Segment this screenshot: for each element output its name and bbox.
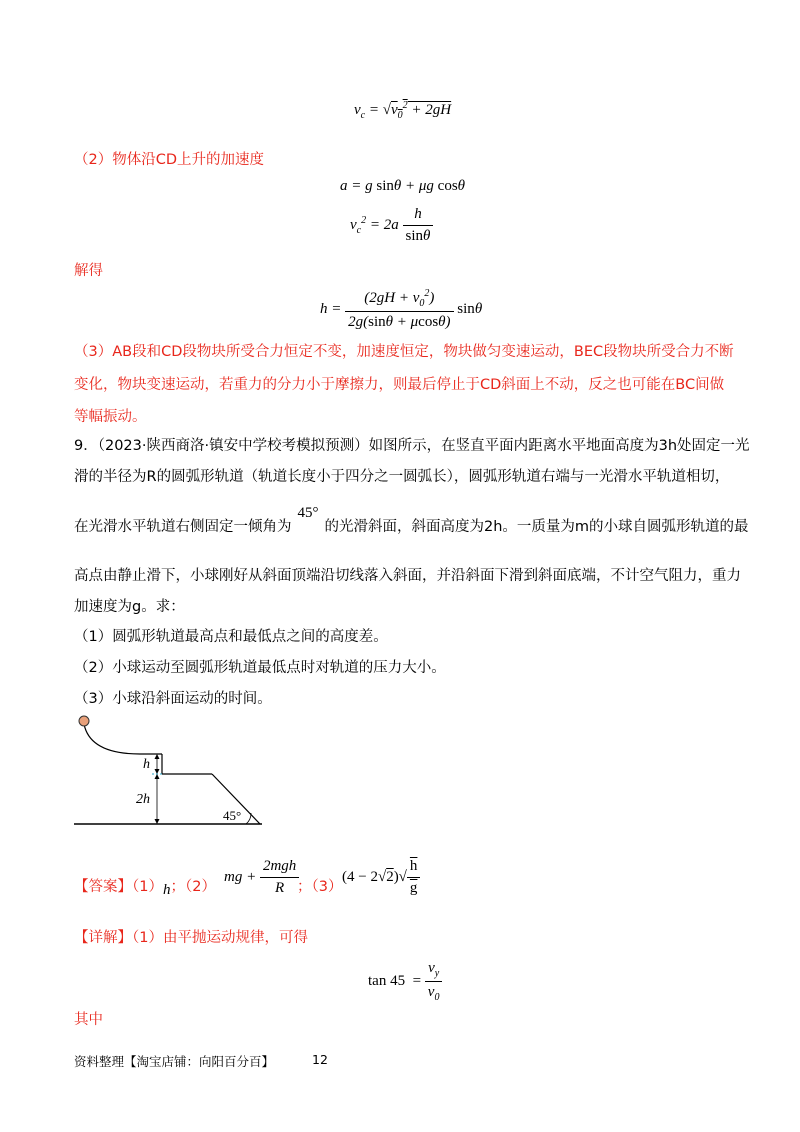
detail-tag: 【详解】 <box>74 930 132 946</box>
question-2: （2）小球运动至圆弧形轨道最低点时对轨道的压力大小。 <box>74 660 446 676</box>
among-label: 其中 <box>74 1012 103 1028</box>
answer-3-label: ；（3） <box>297 879 343 895</box>
question-3: （3）小球沿斜面运动的时间。 <box>74 691 272 707</box>
arc-track <box>84 724 162 754</box>
question-1: （1）圆弧形轨道最高点和最低点之间的高度差。 <box>74 629 388 645</box>
label-h: h <box>143 757 150 772</box>
track-diagram <box>70 708 270 830</box>
part3-line2: 变化，物块变速运动，若重力的分力小于摩擦力，则最后停止于CD斜面上不动，反之也可能在BC间做 <box>74 377 725 393</box>
problem9-line1: 9．（2023·陕西商洛·镇安中学校考模拟预测）如图所示，在竖直平面内距离水平地面高度为3h处固定一光 <box>74 438 750 454</box>
label-angle: 45° <box>223 808 242 823</box>
problem9-line4: 高点由静止滑下，小球刚好从斜面顶端沿切线落入斜面，并沿斜面下滑到斜面底端，不计空气阻力，重力 <box>74 568 741 584</box>
equation-h: h = $\frac{(2gH + v_0^2)}{2g(\sin\theta + \mu\cos\theta)}$ sinθ <box>320 288 483 330</box>
equation-tan45: tan 45 = $\frac{v_y}{v_0}$ <box>368 960 442 1003</box>
page-number: 12 <box>312 1052 328 1067</box>
footer-source: 资料整理【淘宝店铺：向阳百分百】 <box>74 1054 275 1069</box>
part2-label: （2）物体沿CD上升的加速度 <box>74 152 265 168</box>
answer-line: 【答案】（1）h；（2） <box>74 879 216 898</box>
part3-line1: （3）AB段和CD段物块所受合力恒定不变，加速度恒定，物块做匀变速运动，BEC段物块所受合力不断 <box>74 344 734 360</box>
problem9-line2: 滑的半径为R的圆弧形轨道（轨道长度小于四分之一圆弧长），圆弧形轨道右端与一光滑水平轨道相切， <box>74 469 730 485</box>
part3-line3: 等幅振动。 <box>74 409 147 425</box>
problem9-line5: 加速度为g。求： <box>74 599 185 615</box>
ball <box>79 716 89 726</box>
answer-tag: 【答案】 <box>74 879 132 895</box>
problem9-line3: 在光滑水平轨道右侧固定一倾角为45°的光滑斜面，斜面高度为2h。一质量为m的小球自圆弧形轨道的最 <box>74 505 749 535</box>
answer-3-expression: (4 − 2√2)√ $\frac{h}{g}$ <box>342 858 420 897</box>
equation-vc-squared: $v_c^2 = 2a$ $\frac{h}{\sin\theta}$ <box>350 206 433 245</box>
equation-acceleration: a = g sinθ + μg cosθ <box>340 178 466 194</box>
solve-label: 解得 <box>74 263 103 279</box>
equation-vc: $v_c = √v_0^2 + 2gH$ <box>354 100 452 121</box>
angle-45: 45° <box>297 505 319 521</box>
detail-line: 【详解】（1）由平抛运动规律，可得 <box>74 930 308 946</box>
answer-1-value: h <box>162 882 171 898</box>
answer-2-expression: mg + $\frac{\text{2mgh}}{R}$ <box>224 858 299 897</box>
label-2h: 2h <box>136 792 150 807</box>
